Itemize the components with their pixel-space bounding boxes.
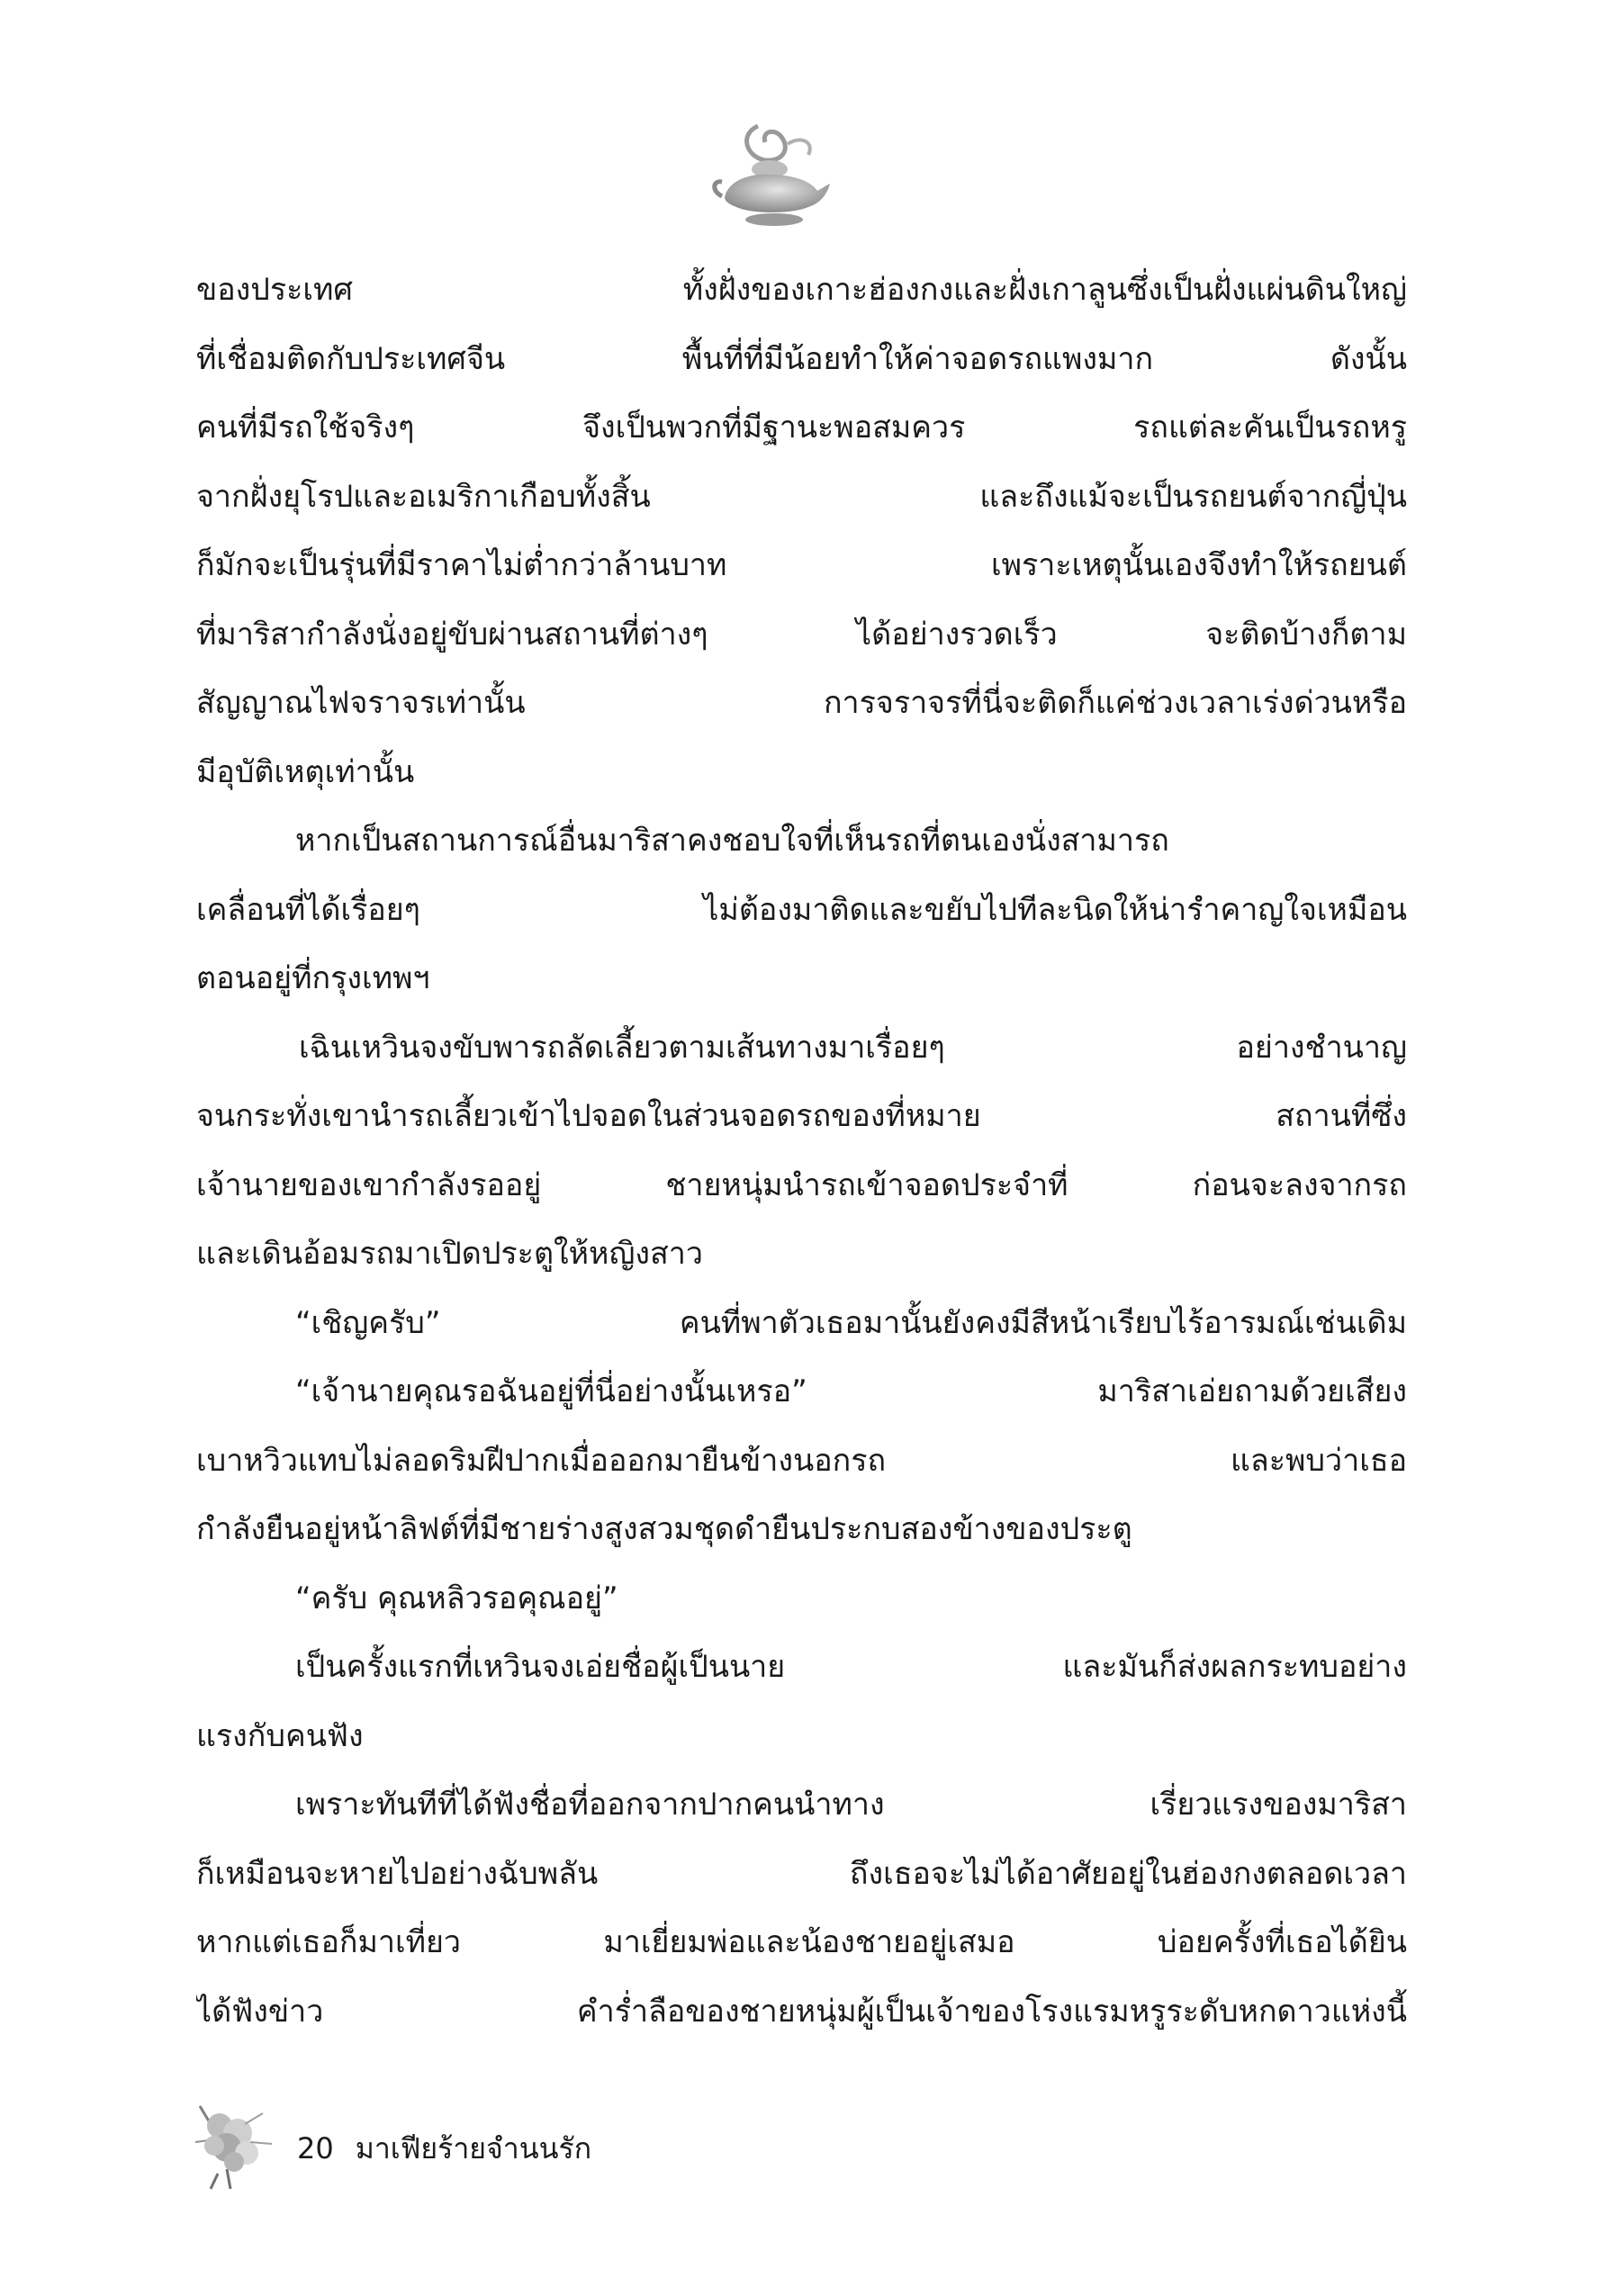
text-line: มีอุบัติเหตุเท่านั้น: [196, 753, 415, 790]
text-line: ก็มักจะเป็นรุ่นที่มีราคาไม่ต่ำกว่าล้านบาท เพราะเหตุนั้นเองจึงทำให้รถยนต์: [196, 547, 1407, 583]
text-line: หากเป็นสถานการณ์อื่นมาริสาคงชอบใจที่เห็นรถที่ตนเองนั่งสามารถ: [295, 823, 1169, 859]
text-line: เคลื่อนที่ได้เรื่อยๆ ไม่ต้องมาติดและขยับไปทีละนิดให้น่ารำคาญใจเหมือน: [196, 891, 1407, 928]
text-line: ของประเทศ ทั้งฝั่งของเกาะฮ่องกงและฝั่งเกาลูนซึ่งเป็นฝั่งแผ่นดินใหญ่: [196, 272, 1407, 308]
text-line: “เชิญครับ” คนที่พาตัวเธอมานั้นยังคงมีสีหน้าเรียบไร้อารมณ์เช่นเดิม: [295, 1304, 1407, 1341]
text-line: ที่เชื่อมติดกับประเทศจีน พื้นที่ที่มีน้อยทำให้ค่าจอดรถแพงมาก ดังนั้น: [196, 340, 1407, 377]
text-line: หากแต่เธอก็มาเที่ยว มาเยี่ยมพ่อและน้องชายอยู่เสมอ บ่อยครั้งที่เธอได้ยิน: [196, 1924, 1407, 1960]
text-line: เบาหวิวแทบไม่ลอดริมฝีปากเมื่อออกมายืนข้างนอกรถ และพบว่าเธอ: [196, 1442, 1407, 1479]
text-line: แรงกับคนฟัง: [196, 1717, 364, 1754]
footer-text: [297, 2126, 591, 2172]
text-line: และเดินอ้อมรถมาเปิดประตูให้หญิงสาว: [196, 1236, 703, 1272]
text-line: ที่มาริสากำลังนั่งอยู่ขับผ่านสถานที่ต่างๆ ได้อย่างรวดเร็ว จะติดบ้างก็ตาม: [196, 616, 1407, 653]
text-line: กำลังยืนอยู่หน้าลิฟต์ที่มีชายร่างสูงสวมชุดดำยืนประกบสองข้างของประตู: [196, 1511, 1132, 1547]
flower-bouquet-icon: [191, 2088, 281, 2192]
text-line: จนกระทั่งเขานำรถเลี้ยวเข้าไปจอดในส่วนจอดรถของที่หมาย สถานที่ซึ่ง: [196, 1098, 1407, 1134]
text-line: ก็เหมือนจะหายไปอย่างฉับพลัน ถึงเธอจะไม่ได้อาศัยอยู่ในฮ่องกงตลอดเวลา: [196, 1855, 1407, 1892]
page-number: 20: [297, 2131, 334, 2165]
page-footer: [191, 2088, 821, 2187]
body-text: [196, 256, 1407, 2046]
book-title: มาเฟียร้ายจำนนรัก: [355, 2131, 592, 2165]
text-line: เพราะทันทีที่ได้ฟังชื่อที่ออกจากปากคนนำทาง เรี่ยวแรงของมาริสา: [295, 1787, 1407, 1823]
genie-lamp-icon: [702, 108, 837, 243]
text-line: เฉินเหวินจงขับพารถลัดเลี้ยวตามเส้นทางมาเรื่อยๆ อย่างชำนาญ: [299, 1029, 1407, 1066]
text-line: “ครับ คุณหลิวรอคุณอยู่”: [295, 1580, 618, 1616]
text-line: เจ้านายของเขากำลังรออยู่ ชายหนุ่มนำรถเข้าจอดประจำที่ ก่อนจะลงจากรถ: [196, 1166, 1407, 1203]
text-line: “เจ้านายคุณรอฉันอยู่ที่นี่อย่างนั้นเหรอ” มาริสาเอ่ยถามด้วยเสียง: [295, 1373, 1407, 1409]
text-line: คนที่มีรถใช้จริงๆ จึงเป็นพวกที่มีฐานะพอสมควร รถแต่ละคันเป็นรถหรู: [196, 410, 1407, 446]
text-line: ได้ฟังข่าว คำร่ำลือของชายหนุ่มผู้เป็นเจ้าของโรงแรมหรูระดับหกดาวแห่งนี้: [196, 1993, 1407, 2030]
text-line: เป็นครั้งแรกที่เหวินจงเอ่ยชื่อผู้เป็นนาย และมันก็ส่งผลกระทบอย่าง: [295, 1649, 1407, 1685]
text-line: จากฝั่งยุโรปและอเมริกาเกือบทั้งสิ้น และถึงแม้จะเป็นรถยนต์จากญี่ปุ่น: [196, 478, 1407, 515]
text-line: สัญญาณไฟจราจรเท่านั้น การจราจรที่นี่จะติดก็แค่ช่วงเวลาเร่งด่วนหรือ: [196, 685, 1407, 721]
text-line: ตอนอยู่ที่กรุงเทพฯ: [196, 960, 430, 996]
